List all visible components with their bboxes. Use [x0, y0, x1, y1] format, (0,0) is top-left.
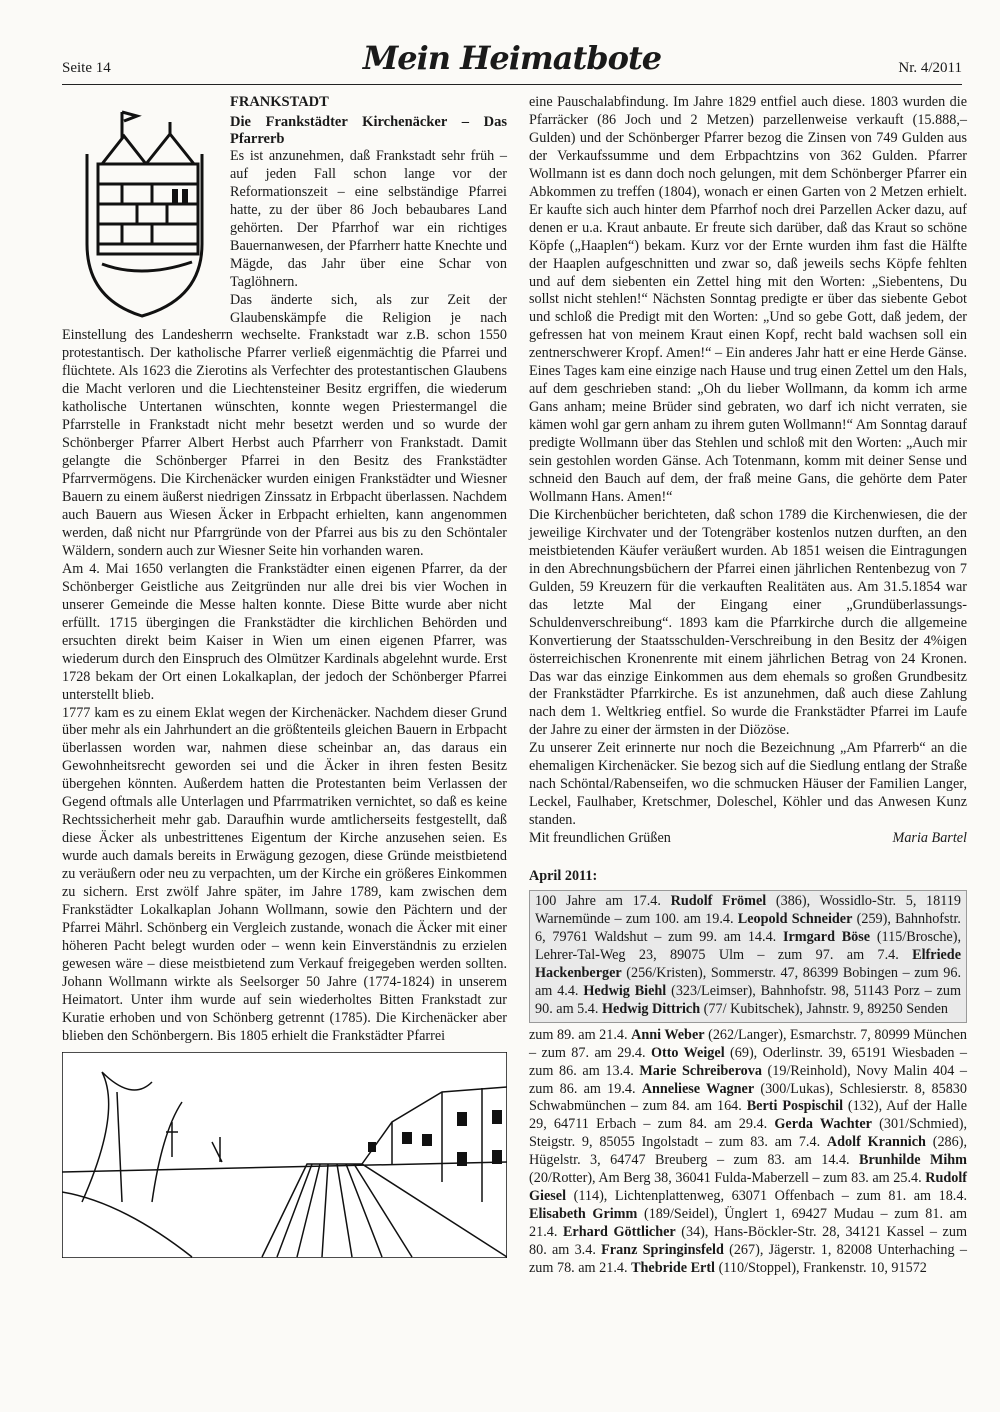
birthday-detail: (386), Wossidlo-Str. 5, 18119 Warnemünde – zum 100. am 19.4.: [535, 892, 961, 927]
person-name: Rudolf Giesel: [529, 1170, 967, 1205]
author-name: Maria Bartel: [892, 830, 967, 847]
person-name: Berti Pospischil: [746, 1098, 844, 1115]
masthead-title: Mein Heimatbote: [362, 39, 662, 77]
article-paragraph: Am 4. Mai 1650 verlangten die Frankstädter einen eigenen Pfarrer, da der Schönberger Geistliche aus Zeitgründen nur alle drei bis vier Wochen in unserer Gemeinde die Messe halten konnte. Diese Bitte wurde aber nicht erfüllt. 1715 übergingen die Frankstädter die kirchlichen Behörden und ersuchten direkt beim Kaiser in Wien um einen eigenen Pfarrer, was wiederum durch den Einspruch des Olmützer Kardinals abgelehnt wurde. Erst 1728 bekam der Ort einen Lokalkaplan, der jedoch der Schönberger Pfarrei unterstellt blieb.: [62, 560, 507, 703]
article-paragraph: Zu unserer Zeit erinnerte nur noch die Bezeichnung „Am Pfarrerb“ an die ehemaligen Kirchenäcker. Sie bezog sich auf die Siedlung entlang der Straße nach Schöntal/Rabenseifen, wo die schmucken Häuser der Familien Langer, Leckel, Faulhaber, Kretschmer, Doleschel, Köhler und das Anwesen Kunz standen.: [529, 740, 967, 829]
birthday-detail: (34), Hans-Böckler-Str. 28, 34121 Kassel – zum 80. am 3.4.: [529, 1224, 967, 1259]
person-name: Gerda Wachter: [774, 1116, 872, 1133]
header-rule: [62, 84, 962, 85]
person-name: Erhard Göttlicher: [562, 1224, 676, 1241]
person-name: Marie Schreiberova: [639, 1062, 762, 1079]
person-name: Otto Weigel: [650, 1044, 725, 1061]
birthdays-list: [529, 1027, 967, 1278]
right-column: [529, 94, 967, 1278]
coat-of-arms-illustration: [62, 94, 227, 324]
person-name: Brunhilde Mihm: [859, 1152, 967, 1169]
birthday-detail: (323/Leimser), Bahnhofstr. 98, 51143 Porz – zum 90. am 5.4.: [535, 982, 961, 1017]
issue-number: Nr. 4/2011: [898, 60, 962, 76]
birthday-detail: (77/ Kubitschek), Jahnstr. 9, 89250 Senden: [700, 1000, 948, 1017]
birthday-detail: (286), Hügelstr. 3, 64747 Breuberg – zum 83. am 14.4.: [529, 1134, 968, 1169]
birthdays-highlight-box: [529, 890, 967, 1023]
person-name: Hedwig Dittrich: [602, 1000, 701, 1017]
article-paragraph: Das änderte sich, als zur Zeit der Glaubenskämpfe die Religion je nach Einstellung des Landesherrn wechselte. Frankstadt war z.B. schon 1550 protestantisch. Der katholische Pfarrer verließ eigenmächtig die Pfarrei und flüchtete. Als 1623 die Zierotins als Verfechter des protestantischen Glaubens die Macht verloren und die Liechtensteiner Besitz ergriffen, die wiederum katholische Untertanen wünschten, konnte wegen Priestermangel die Pfarrstelle in Frankstadt nicht mehr besetzt werden und so wurde der Schönberger Pfarrer Albert Herbst auch Pfarrherr von Frankstadt. Damit gelangte die Schönberger Pfarrei in den Besitz des Frankstädter Pfarrvermögens. Die Kirchenäcker wurden einigen Frankstädter und Wiesner Bauern zu einem äußerst niedrigen Zinssatz in Erbpacht überlassen. Nachdem auch Bauern aus Wiesen Äcker in Erbpacht erhielten, kann angenommen werden, daß nicht nur Pfarrgründe von der Pfarrei aus bis zu den Schöntaler Wäldern, sondern auch zur Wiesner Seite hin vorhanden waren.: [62, 291, 507, 559]
person-name: Franz Springinsfeld: [601, 1242, 724, 1259]
birthday-detail: (114), Lichtenplattenweg, 63071 Offenbach – zum 81. am 18.4.: [566, 1188, 967, 1205]
left-column: [62, 94, 507, 1258]
signature-line: [529, 830, 967, 848]
article-paragraph: eine Pauschalabfindung. Im Jahre 1829 entfiel auch diese. 1803 wurden die Pfarräcker (86 Joch und 2 Metzen) parzellenweise verkauft (15.888,– Gulden) und der Schönberger Pfarrer bezog die Zinsen von 749 Gulden aus der Verkaufssumme und dem Erbpachtzins von 362 Gulden. Pfarrer Wollmann ist es dann doch noch gelungen, mit dem Schönberger Pfarrer ein Abkommen zu treffen (1804), wonach er einen Garten von 2 Metzen erhielt. Er kaufte sich auch hinter dem Pfarrhof noch drei Parzellen Acker dazu, auf denen er u.a. Kraut anbaute. Er freute sich darüber, daß das Kraut so schöne Köpfe („Haaplen“) bekam. Kurz vor der Ernte wurden ihm fast die Hälfte der Haaplen aufgeschnitten und zwar so, daß jeweils sechs Köpfe fehlten und auf dem siebenten ein Zettel hing mit den Worten: „Siebentens, Du sollst nicht stehlen!“ Nächsten Sonntag predigte er über das siebente Gebot und schloß die Predigt mit den Worten: „Und so gebe Gott, daß jedem, der gefressen hat von meinem Kraut einen Kopf, recht bald wachsen soll ein zentnerschwerer Kropf. Amen!“ – Ein anderes Jahr hatt er eine Herde Gänse. Eines Tages kam eine einzige nach Hause und trug einen Zettel um den Hals, auf dem geschrieben stand: „Oh du lieber Wollmann, da komm ich arme Gans anham; meine Brüder sind gebraten, wo darf ich nicht verraten, sie kämen wohl gar gern anham zu ihrem guten Wollmann!“ Am Sonntag darauf predigte Wollmann über das Stehlen und schloß mit den Worten: „Auch mir sein gestohlen worden Gänse. Ach Totenmann, komm mit deiner Sense und schneid den Bauch auf dem, der fraß meine Gans, die gehörte dem Pater Wollmann Hans. Amen!“: [529, 94, 967, 505]
birthday-detail: (301/Schmied), Steigstr. 9, 85055 Ingolstadt – zum 83. am 7.4.: [529, 1116, 967, 1151]
page-header: [62, 38, 962, 88]
person-name: Irmgard Böse: [782, 928, 871, 945]
person-name: Adolf Krannich: [826, 1134, 926, 1151]
person-name: Elisabeth Grimm: [529, 1206, 638, 1223]
person-name: Thebride Ertl: [631, 1260, 716, 1277]
birthday-detail: (267), Jägerstr. 1, 82008 Unterhaching – zum 78. am 21.4.: [529, 1242, 967, 1277]
birthday-detail: (69), Oderlinstr. 39, 65191 Wiesbaden – zum 86. am 13.4.: [529, 1044, 967, 1079]
article-paragraph: Die Kirchenbücher berichteten, daß schon 1789 die Kirchenwiesen, die der jeweilige Kirchvater und der Totengräber kostenlos nutzen durften, an den meistbietenden Käufer veräußert wurden. Ab 1851 weisen die Eintragungen in den Abrechnungsbüchern der Pfarrei einen jährlichen Rentenbezug von 7 Gulden, 59 Kreuzern für die verkauften Realitäten aus. Am 31.5.1854 war das letzte Mal der Eingang einer „Grundüberlassungs-Schuldenverschreibung“. 1893 kam die Pfarrkirche durch die allgemeine Konvertierung der Staatsschulden-Verschreibung in den Besitz der 4%igen österreichischen Kronenrente mit einem jährlichen Betrag von 24 Kronen. Das war das einzige Einkommen aus dem ehemals so großen Grundbesitz der Frankstädter Pfarrkirche. Es ist anzunehmen, daß auch diese Zahlung nach dem 1. Weltkrieg entfiel. So wurde die Frankstädter Pfarrei im Laufe der Jahre zu einer der ärmsten in der Diözöse.: [529, 506, 967, 739]
birthday-detail: (189/Seidel), Ünglert 1, 69427 Mudau – zum 81. am 21.4.: [529, 1206, 967, 1241]
closing-text: Mit freundlichen Grüßen: [529, 830, 671, 847]
village-street-illustration: [62, 1052, 507, 1258]
article-paragraph: 1777 kam es zu einem Eklat wegen der Kirchenäcker. Nachdem dieser Grund über mehr als ein Jahrhundert an die größtenteils gleichen Bauern in Erbpacht überlassen worden war, nahmen diese scheinbar an, das daraus ein Gewohnheitsrecht geworden sei und die Äcker in ihren festen Besitz übergehen könnten. Außerdem hatten die Protestanten beim Verlassen der Gegend oftmals alle Unterlagen und Pfarrmatriken vernichtet, so daß es keine Rechtssicherheit mehr gab. Daraufhin wurde amtlicherseits festgestellt, daß diese Äcker als unbestrittenes Eigentum der Kirche anzusehen seien. Es wurde auch damals bereits in Erwägung gezogen, diese Gründe meistbietend zu veräußern oder neu zu verpachten, um der Kirche ein größeres Einkommen zu sichern. Erst zwölf Jahre später, im Jahre 1789, kam zwischen dem Frankstädter Lokalkaplan Johann Wollmann, sowie den Pächtern und der Pfarrei Mährl. Schönberg ein Vergleich zustande, wonach die Äcker mit einer höheren Pacht belegt wurden oder – wenn kein Einverständnis zu erzielen gewesen wäre – diese meistbietend zum Verkauf freigegeben werden sollten. Johann Wollmann wirkte als Seelsorger 50 Jahre (1774-1824) in unserem Heimatort. Unter ihm wurde auf sein wiederholtes Bitten Frankstadt zur Kuratie erhoben und von Schönberg getrennt (1785). Die Kirchenäcker aber blieben den Schönbergern. Bis 1805 erhielt die Frankstädter Pfarrei: [62, 704, 507, 1044]
birthdays-heading: April 2011:: [529, 868, 598, 885]
person-name: Rudolf Frömel: [670, 892, 767, 909]
birthday-detail: (300/Lukas), Schlesierstr. 8, 85830 Schwabmünchen – zum 84. am 164.: [529, 1080, 967, 1115]
person-name: Hedwig Biehl: [583, 982, 667, 999]
birthday-detail: zum 89. am 21.4.: [529, 1026, 632, 1043]
birthday-detail: (110/Stoppel), Frankenstr. 10, 91572: [715, 1260, 927, 1277]
birthday-detail: (259), Bahnhofstr. 6, 79761 Waldshut – zum 99. am 14.4.: [535, 910, 961, 945]
birthday-detail: (132), Auf der Halle 29, 64711 Erbach – zum 84. am 29.4.: [529, 1098, 967, 1133]
birthday-detail: (256/Kristen), Sommerstr. 47, 86399 Bobingen – zum 96. am 4.4.: [535, 964, 961, 999]
birthday-detail: (262/Langer), Esmarchstr. 7, 80999 München – zum 87. am 29.4.: [529, 1026, 967, 1061]
birthday-detail: (115/Brosche), Lehrer-Tal-Weg 23, 89075 Ulm – zum 97. am 7.4.: [535, 928, 961, 963]
birthday-detail: (19/Reinhold), Novy Malin 404 – zum 86. am 19.4.: [529, 1062, 968, 1097]
page-number: Seite 14: [62, 60, 111, 76]
birthday-detail: (20/Rotter), Am Berg 38, 36041 Fulda-Maberzell – zum 83. am 25.4.: [529, 1170, 926, 1187]
person-name: Leopold Schneider: [737, 910, 853, 927]
person-name: Anneliese Wagner: [641, 1080, 755, 1097]
article-paragraph: Es ist anzunehmen, daß Frankstadt sehr früh – auf jeden Fall schon lange vor der Reformationszeit – eine selbständige Pfarrei hatte, zu der über 86 Joch bebaubares Land gehörten. Der Pfarrhof war ein richtiges Bauernanwesen, der Pfarrherr hatte Knechte und Mägde, das Jahr über eine Schar von Taglöhnern.: [230, 147, 507, 290]
article-title: Die Frankstädter Kirchenäcker – Das Pfarrerb: [230, 113, 507, 147]
person-name: Anni Weber: [631, 1026, 705, 1043]
birthday-detail: 100 Jahre am 17.4.: [535, 892, 671, 909]
section-heading: FRANKSTADT: [230, 94, 329, 110]
person-name: Elfriede Hackenberger: [535, 946, 961, 981]
